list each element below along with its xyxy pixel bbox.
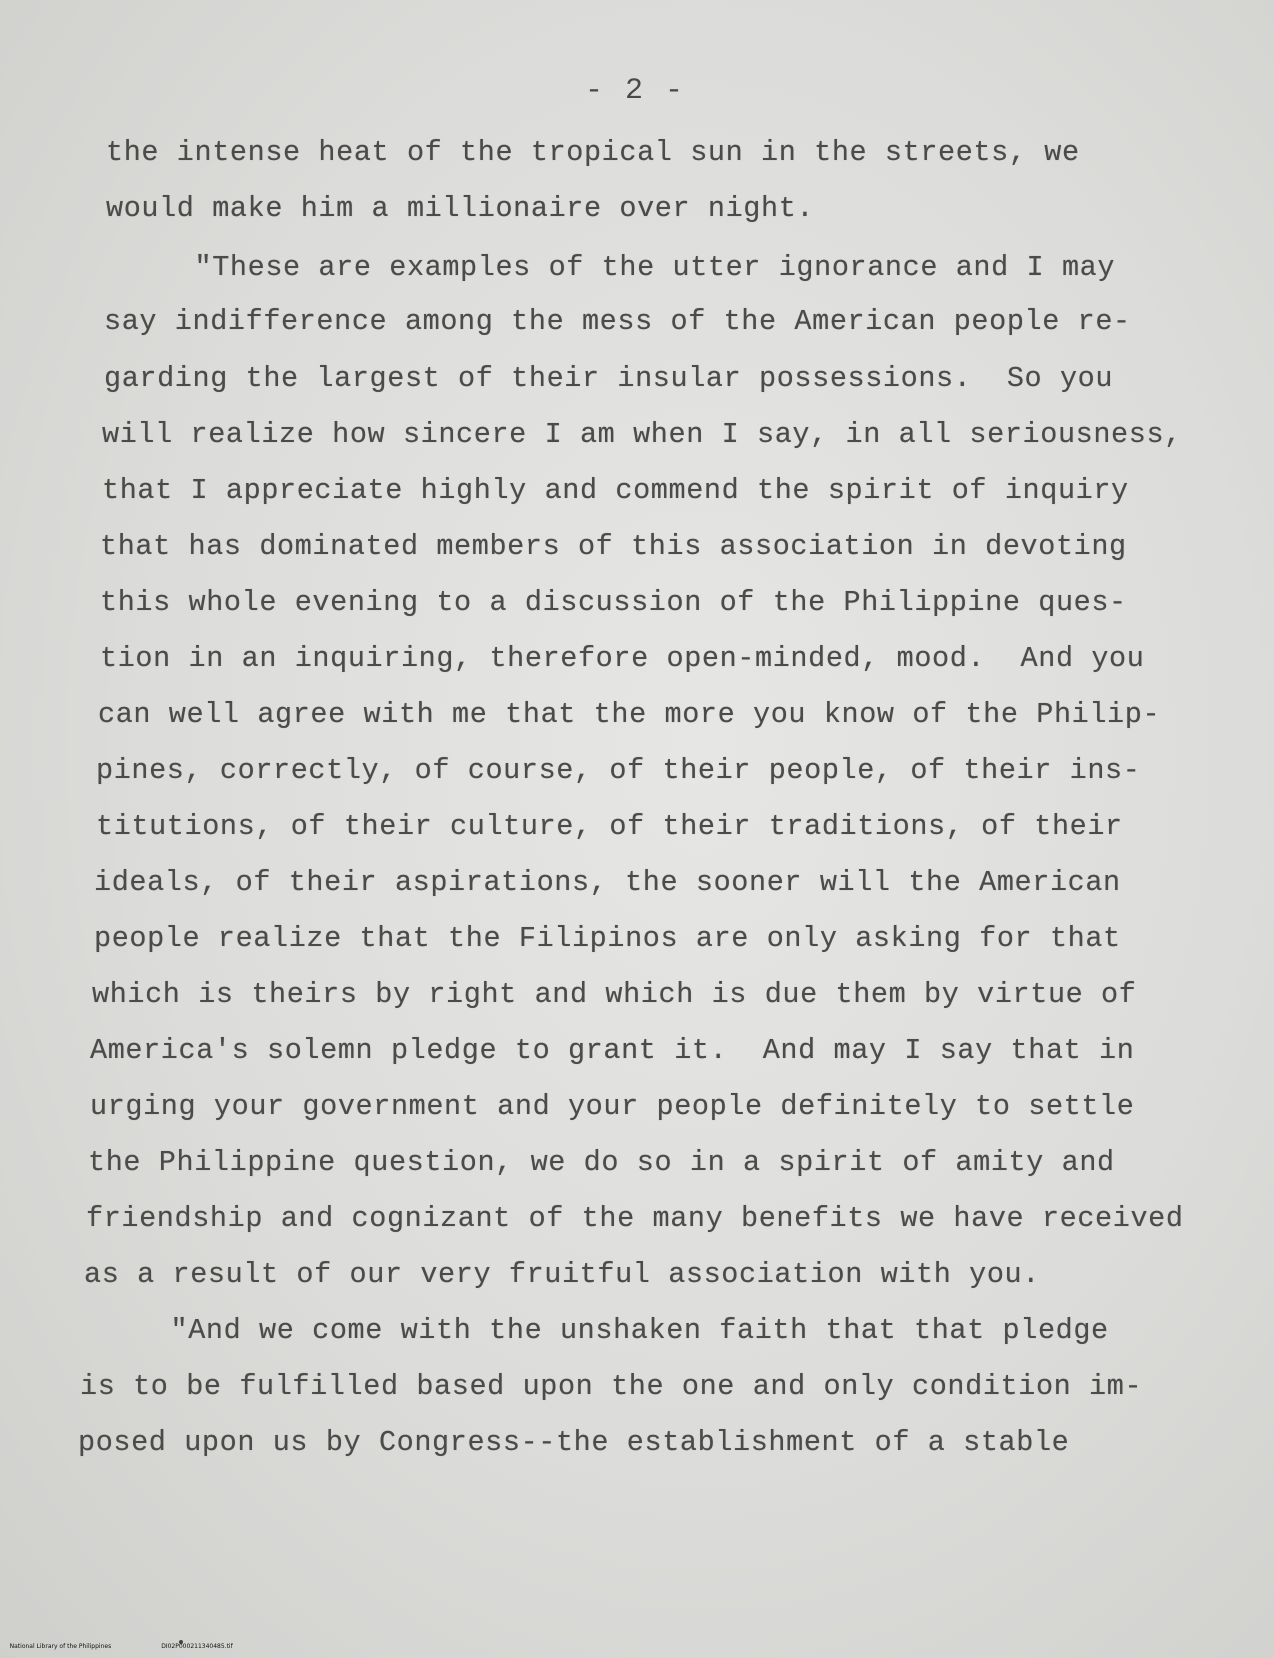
text-line: say indifference among the mess of the American people re- <box>104 305 1131 338</box>
text-line: titutions, of their culture, of their traditions, of their <box>96 810 1123 843</box>
text-line: can well agree with me that the more you know of the Philip- <box>98 698 1161 731</box>
text-line: is to be fulfilled based upon the one and only condition im- <box>80 1370 1143 1403</box>
file-identifier: DI02P000211340485.tif <box>161 1643 233 1650</box>
text-line: pines, correctly, of course, of their people, of their ins- <box>96 754 1141 787</box>
text-line: "These are examples of the utter ignorance and I may <box>106 251 1116 284</box>
page-number: - 2 - <box>585 74 686 108</box>
text-line: "And we come with the unshaken faith that that pledge <box>82 1314 1109 1347</box>
text-line: will realize how sincere I am when I say, in all seriousness, <box>102 418 1182 451</box>
text-line: which is theirs by right and which is due them by virtue of <box>92 978 1137 1011</box>
text-line: that has dominated members of this association in devoting <box>100 530 1127 563</box>
text-line: posed upon us by Congress--the establishment of a stable <box>78 1426 1070 1459</box>
text-line: the intense heat of the tropical sun in the streets, we <box>106 136 1080 169</box>
text-line: that I appreciate highly and commend the spirit of inquiry <box>102 474 1129 507</box>
text-line: ideals, of their aspirations, the sooner will the American <box>94 866 1121 899</box>
scan-footer <box>2 1636 283 1657</box>
text-line: as a result of our very fruitful association with you. <box>84 1258 1040 1291</box>
text-line: America's solemn pledge to grant it. And may I say that in <box>90 1034 1135 1067</box>
text-line: garding the largest of their insular possessions. So you <box>104 362 1114 395</box>
text-line: this whole evening to a discussion of the Philippine ques- <box>100 586 1127 619</box>
text-line: friendship and cognizant of the many benefits we have received <box>86 1202 1184 1235</box>
library-credit: National Library of the Philippines <box>9 1643 112 1650</box>
text-line: would make him a millionaire over night. <box>106 192 815 225</box>
text-line: people realize that the Filipinos are only asking for that <box>94 922 1121 955</box>
text-line: tion in an inquiring, therefore open-minded, mood. And you <box>100 642 1145 675</box>
text-line: urging your government and your people definitely to settle <box>90 1090 1135 1123</box>
text-line: the Philippine question, we do so in a spirit of amity and <box>88 1146 1115 1179</box>
